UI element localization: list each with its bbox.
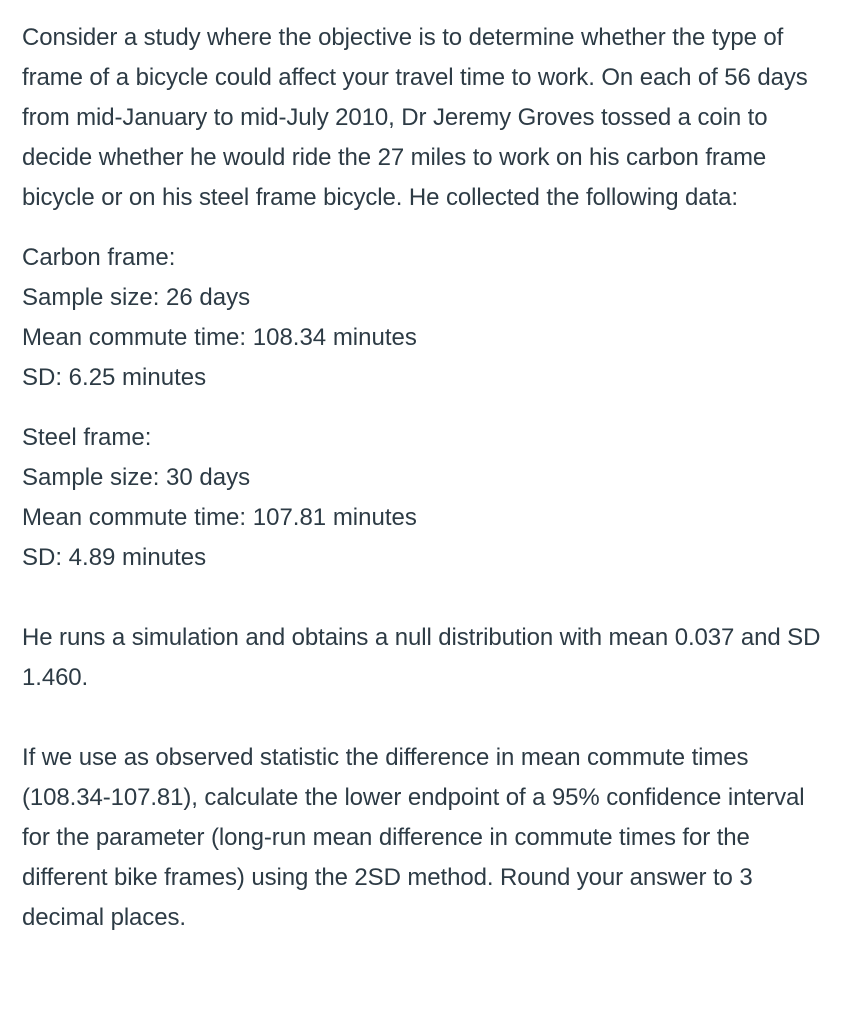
carbon-mean-commute: Mean commute time: 108.34 minutes <box>22 324 417 351</box>
steel-frame-block <box>22 418 835 578</box>
question-paragraph: If we use as observed statistic the difference in mean commute times (108.34-107.81), calculate the lower endpoint of a 95% confidence interval for the parameter (long-run mean difference in commute times for the different bike frames) using the 2SD method. Round your answer to 3 decimal places. <box>22 744 805 931</box>
steel-frame-heading: Steel frame: <box>22 424 152 451</box>
spacer <box>22 578 835 618</box>
carbon-frame-heading: Carbon frame: <box>22 244 176 271</box>
simulation-paragraph: He runs a simulation and obtains a null distribution with mean 0.037 and SD 1.460. <box>22 624 821 691</box>
steel-sample-size: Sample size: 30 days <box>22 464 251 491</box>
intro-paragraph: Consider a study where the objective is to determine whether the type of frame of a bicycle could affect your travel time to work. On each of 56 days from mid-January to mid-July 2010, Dr Jeremy Groves tossed a coin to decide whether he would ride the 27 miles to work on his carbon frame bicycle or on his steel frame bicycle. He collected the following data: <box>22 24 808 211</box>
carbon-frame-block <box>22 238 835 398</box>
steel-sd: SD: 4.89 minutes <box>22 544 207 571</box>
carbon-sample-size: Sample size: 26 days <box>22 284 251 311</box>
spacer <box>22 698 835 738</box>
spacer <box>22 398 835 418</box>
steel-mean-commute: Mean commute time: 107.81 minutes <box>22 504 417 531</box>
spacer <box>22 218 835 238</box>
carbon-sd: SD: 6.25 minutes <box>22 364 207 391</box>
